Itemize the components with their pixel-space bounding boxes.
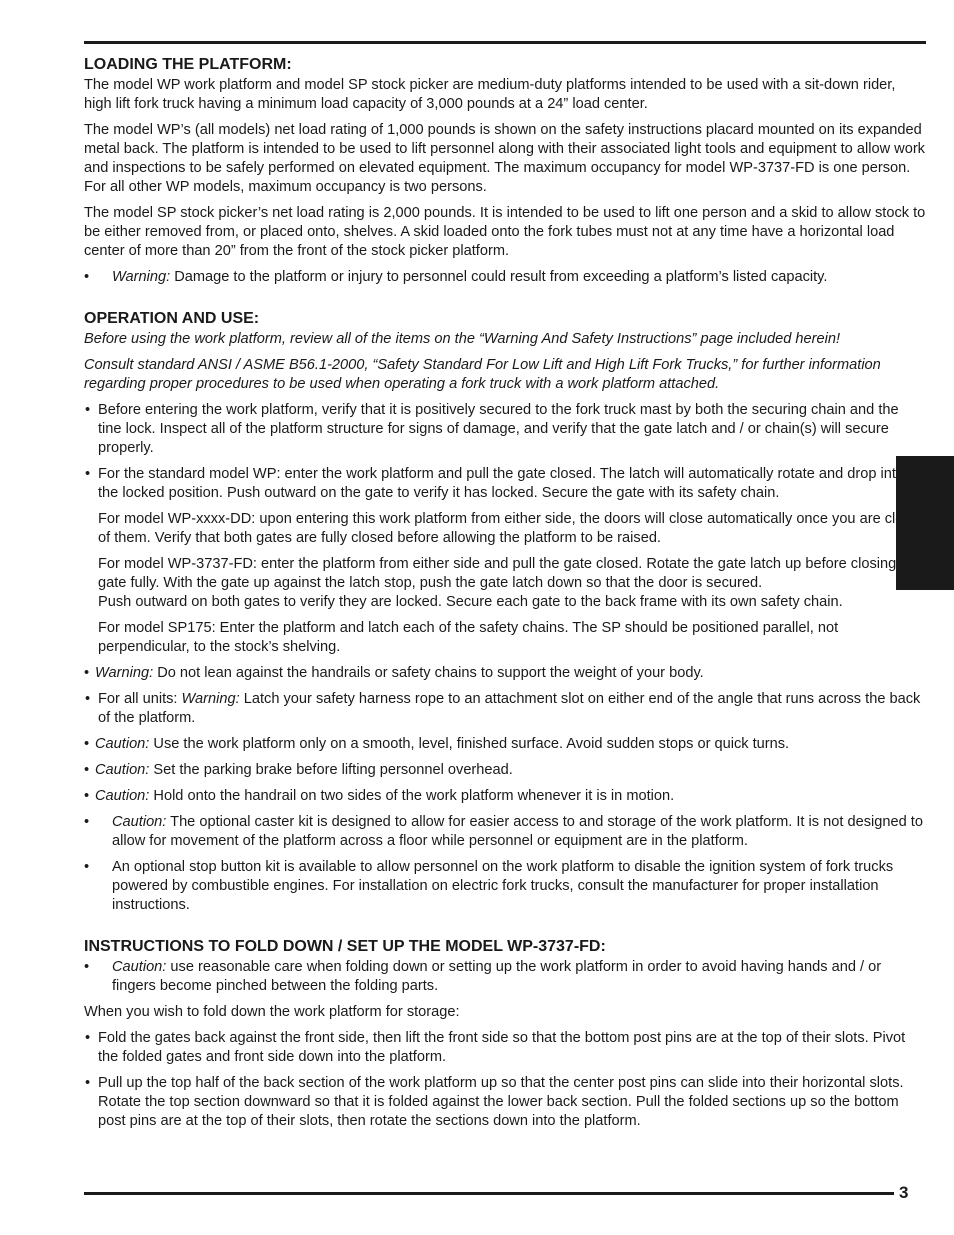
document-body [84, 55, 926, 1138]
caution-label: Caution: [95, 788, 150, 804]
list-item-continued: For model WP-3737-FD: enter the platform from either side and pull the gate closed. Rotate the gate latch up before closing the gate fully. With the gate up against the latch stop, push the gate latch down so that the door is secured. [98, 556, 921, 591]
caution-label: Caution: [95, 762, 150, 778]
warning-prefix: For all units: [98, 691, 182, 707]
section-loading [84, 55, 926, 287]
caution-item [84, 735, 926, 754]
caution-item [84, 958, 926, 996]
caution-label: Caution: [95, 736, 150, 752]
list-item: • Fold the gates back against the front side, then lift the front side so that the bottom post pins are at the top of their slots. Pivot the folded gates and front side down into the platform. [84, 1029, 926, 1067]
caution-item [84, 813, 926, 851]
list-item-continued: For model WP-xxxx-DD: upon entering this work platform from either side, the doors will close automatically once you are clear of them. Verify that both gates are fully closed before allowing the platform to be raised. [98, 511, 917, 546]
paragraph: The model WP work platform and model SP stock picker are medium-duty platforms intended to be used with a sit-down rider, high lift fork truck having a minimum load capacity of 3,000 pounds at a 24” load center. [84, 77, 896, 112]
caution-item [84, 787, 926, 806]
heading-fold: INSTRUCTIONS TO FOLD DOWN / SET UP THE MODEL WP-3737-FD: [84, 938, 606, 955]
page-number: 3 [899, 1183, 909, 1202]
section-operation [84, 309, 926, 915]
caution-label: Caution: [112, 959, 167, 975]
section-fold [84, 937, 926, 1131]
paragraph: The model SP stock picker’s net load rating is 2,000 pounds. It is intended to be used to lift one person and a skid to allow stock to be either removed from, or placed onto, shelves. A skid loaded onto the fork tubes must not at any time have a horizontal load center of more than 20” from the front of the stock picker platform. [84, 205, 926, 259]
caution-text: Set the parking brake before lifting personnel overhead. [149, 762, 513, 778]
warning-item [84, 664, 926, 683]
heading-operation: OPERATION AND USE: [84, 310, 260, 327]
top-rule [84, 41, 926, 44]
warning-text: Do not lean against the handrails or safety chains to support the weight of your body. [153, 665, 704, 681]
warning-text: Latch your safety harness rope to an attachment slot on either end of the angle that runs across the back of the platform. [98, 691, 921, 726]
caution-text: use reasonable care when folding down or setting up the work platform in order to avoid having hands and / or fingers become pinched between the folding parts. [112, 959, 882, 994]
paragraph: When you wish to fold down the work platform for storage: [84, 1004, 460, 1020]
warning-label: Warning: [112, 269, 171, 285]
warning-text: Damage to the platform or injury to personnel could result from exceeding a platform’s listed capacity. [170, 269, 828, 285]
list-item-continued: For model SP175: Enter the platform and latch each of the safety chains. The SP should be positioned parallel, not perpendicular, to the stock’s shelving. [98, 620, 839, 655]
caution-text: The optional caster kit is designed to allow for easier access to and storage of the work platform. It is not designed to allow for movement of the platform across a floor while personnel or equipment are in the platform. [112, 814, 923, 849]
list-item-continued: Push outward on both gates to verify they are locked. Secure each gate to the back frame with its own safety chain. [98, 594, 843, 610]
caution-text: Use the work platform only on a smooth, level, finished surface. Avoid sudden stops or quick turns. [149, 736, 790, 752]
caution-text: Hold onto the handrail on two sides of the work platform whenever it is in motion. [149, 788, 675, 804]
caution-label: Caution: [112, 814, 167, 830]
caution-item [84, 761, 926, 780]
warning-item [84, 690, 926, 728]
list-item: • An optional stop button kit is available to allow personnel on the work platform to disable the ignition system of fork trucks powered by combustible engines. For installation on electric fork trucks, consult the manufacturer for proper installation instructions. [84, 858, 926, 915]
bottom-rule [84, 1192, 894, 1195]
heading-loading: LOADING THE PLATFORM: [84, 56, 292, 73]
warning-item [84, 268, 926, 287]
intro-paragraph: Consult standard ANSI / ASME B56.1-2000, “Safety Standard For Low Lift and High Lift Fork Trucks,” for further information regarding proper procedures to be used when operating a fork truck with a work platform attached. [84, 357, 881, 392]
paragraph: The model WP’s (all models) net load rating of 1,000 pounds is shown on the safety instructions placard mounted on its expanded metal back. The platform is intended to be used to lift personnel along with their associated light tools and equipment to allow work and inspections to be safely performed on elevated equipment. The maximum occupancy for model WP-3737-FD is one person. For all other WP models, maximum occupancy is two persons. [84, 122, 925, 195]
warning-label: Warning: [181, 691, 240, 707]
list-item: • Before entering the work platform, verify that it is positively secured to the fork truck mast by both the securing chain and the tine lock. Inspect all of the platform structure for signs of damage, and verify that the gate latch and / or chain(s) will secure properly. [84, 401, 926, 458]
warning-label: Warning: [95, 665, 154, 681]
list-item: • For the standard model WP: enter the work platform and pull the gate closed. The latch will automatically rotate and drop into the locked position. Push outward on the gate to verify it has locked. Secure the gate with its safety chain. [84, 465, 926, 503]
intro-paragraph: Before using the work platform, review all of the items on the “Warning And Safety Instructions” page included herein! [84, 331, 841, 347]
list-item: • Pull up the top half of the back section of the work platform up so that the center post pins can slide into their horizontal slots. Rotate the top section downward so that it is folded against the lower back section. Pull the folded sections up so the bottom post pins are at the top of their slots, then rotate the sections down into the platform. [84, 1074, 926, 1131]
